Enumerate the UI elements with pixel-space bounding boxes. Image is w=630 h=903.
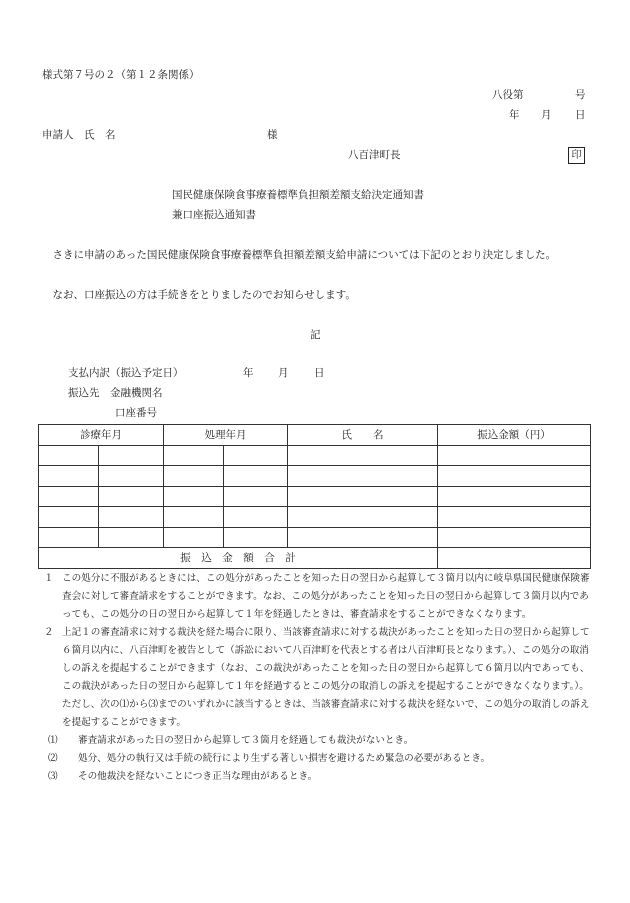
body-paragraph-1: さきに申請のあった国民健康保険食事療養標準負担額差額支給申請については下記のとおり決定しました。: [52, 249, 557, 261]
table-row: [39, 466, 591, 487]
table-header-row: [39, 425, 591, 446]
payment-day: 日: [314, 367, 325, 379]
note-text-1: この処分に不服があるときには、この処分があったことを知った日の翌日から起算して３箇月以内に岐阜県国民健康保険審査会に対して審査請求をすることができます。なお、この処分があったことを知った日の翌日から起算して３箇月以内であっても、この処分の日の翌日から起算して１年を経過したときは、審査請求をすることができなくなります。: [62, 573, 590, 620]
applicant-label: 申請人 氏 名: [42, 129, 116, 141]
note-sub-item-2: [40, 750, 590, 768]
doc-number-prefix: 八役第: [492, 89, 524, 101]
sub-text-1: 審査請求があった日の翌日から起算して３箇月を経過しても裁決がないとき。: [78, 735, 414, 746]
title-line1: 国民健康保険食事療養標準負担額差額支給決定通知書: [172, 189, 424, 201]
issuer-name: 八百津町長: [348, 149, 401, 161]
payment-month: 月: [278, 367, 289, 379]
table-row: [39, 507, 591, 528]
form-number: 様式第７号の２（第１２条関係）: [42, 69, 200, 81]
sub-number-3: ⑶: [48, 771, 58, 782]
payment-year: 年: [243, 367, 254, 379]
applicant-honorific: 様: [267, 129, 278, 141]
doc-number-suffix: 号: [575, 89, 586, 101]
total-amount: [438, 548, 591, 569]
date-month: 月: [541, 109, 552, 121]
sub-text-2: 処分、処分の執行又は手続の続行により生ずる著しい損害を避けるため緊急の必要があるとき。: [78, 753, 491, 764]
note-number-2: ２: [44, 627, 54, 638]
header-shori: 処理年月: [164, 425, 288, 446]
note-text-2: 上記１の審査請求に対する裁決を経た場合に限り、当該審査請求に対する裁決があったことを知った日の翌日から起算して６箇月以内に、八百津町を被告として（訴訟において八百津町を代表とする者は八百津町長となります。）、この処分の取消しの訴えを提起することができます（なお、この裁決があったことを知った日の翌日から起算して６箇月以内であっても、この裁決があった日の翌日から起算して１年を経過するとこの処分の取消しの訴えを提起することができなくなります。）。ただし、次の⑴から⑶までのいずれかに該当するときは、当該審査請求に対する裁決を経ないで、この処分の取消しの訴えを提起することができます。: [62, 627, 590, 728]
sub-number-1: ⑴: [48, 735, 58, 746]
notes-section: [40, 570, 590, 786]
transfer-label: 振込先 金融機関名: [68, 387, 163, 399]
ki-heading: 記: [310, 329, 321, 341]
date-year: 年: [509, 109, 520, 121]
table-row: [39, 486, 591, 507]
sub-text-3: その他裁決を経ないことにつき正当な理由があるとき。: [78, 771, 318, 782]
note-number-1: １: [44, 573, 54, 584]
sub-number-2: ⑵: [48, 753, 58, 764]
note-sub-item-1: [40, 732, 590, 750]
header-amount: 振込金額（円）: [438, 425, 591, 446]
body-paragraph-2: なお、口座振込の方は手続きをとりましたのでお知らせします。: [52, 289, 356, 301]
header-shinryo: 診療年月: [39, 425, 164, 446]
table-row: [39, 445, 591, 466]
note-item-2: [40, 624, 590, 732]
date-day: 日: [575, 109, 586, 121]
payment-label: 支払内訳（振込予定日）: [68, 367, 184, 379]
header-name: 氏 名: [288, 425, 438, 446]
total-label: 振 込 金 額 合 計: [39, 548, 438, 569]
account-label: 口座番号: [115, 407, 157, 419]
note-sub-item-3: [40, 768, 590, 786]
table-row: [39, 527, 591, 548]
title-line2: 兼口座振込通知書: [172, 209, 256, 221]
seal-box: 印: [568, 147, 585, 164]
payment-table: [38, 424, 591, 569]
table-total-row: [39, 548, 591, 569]
note-item-1: [40, 570, 590, 624]
